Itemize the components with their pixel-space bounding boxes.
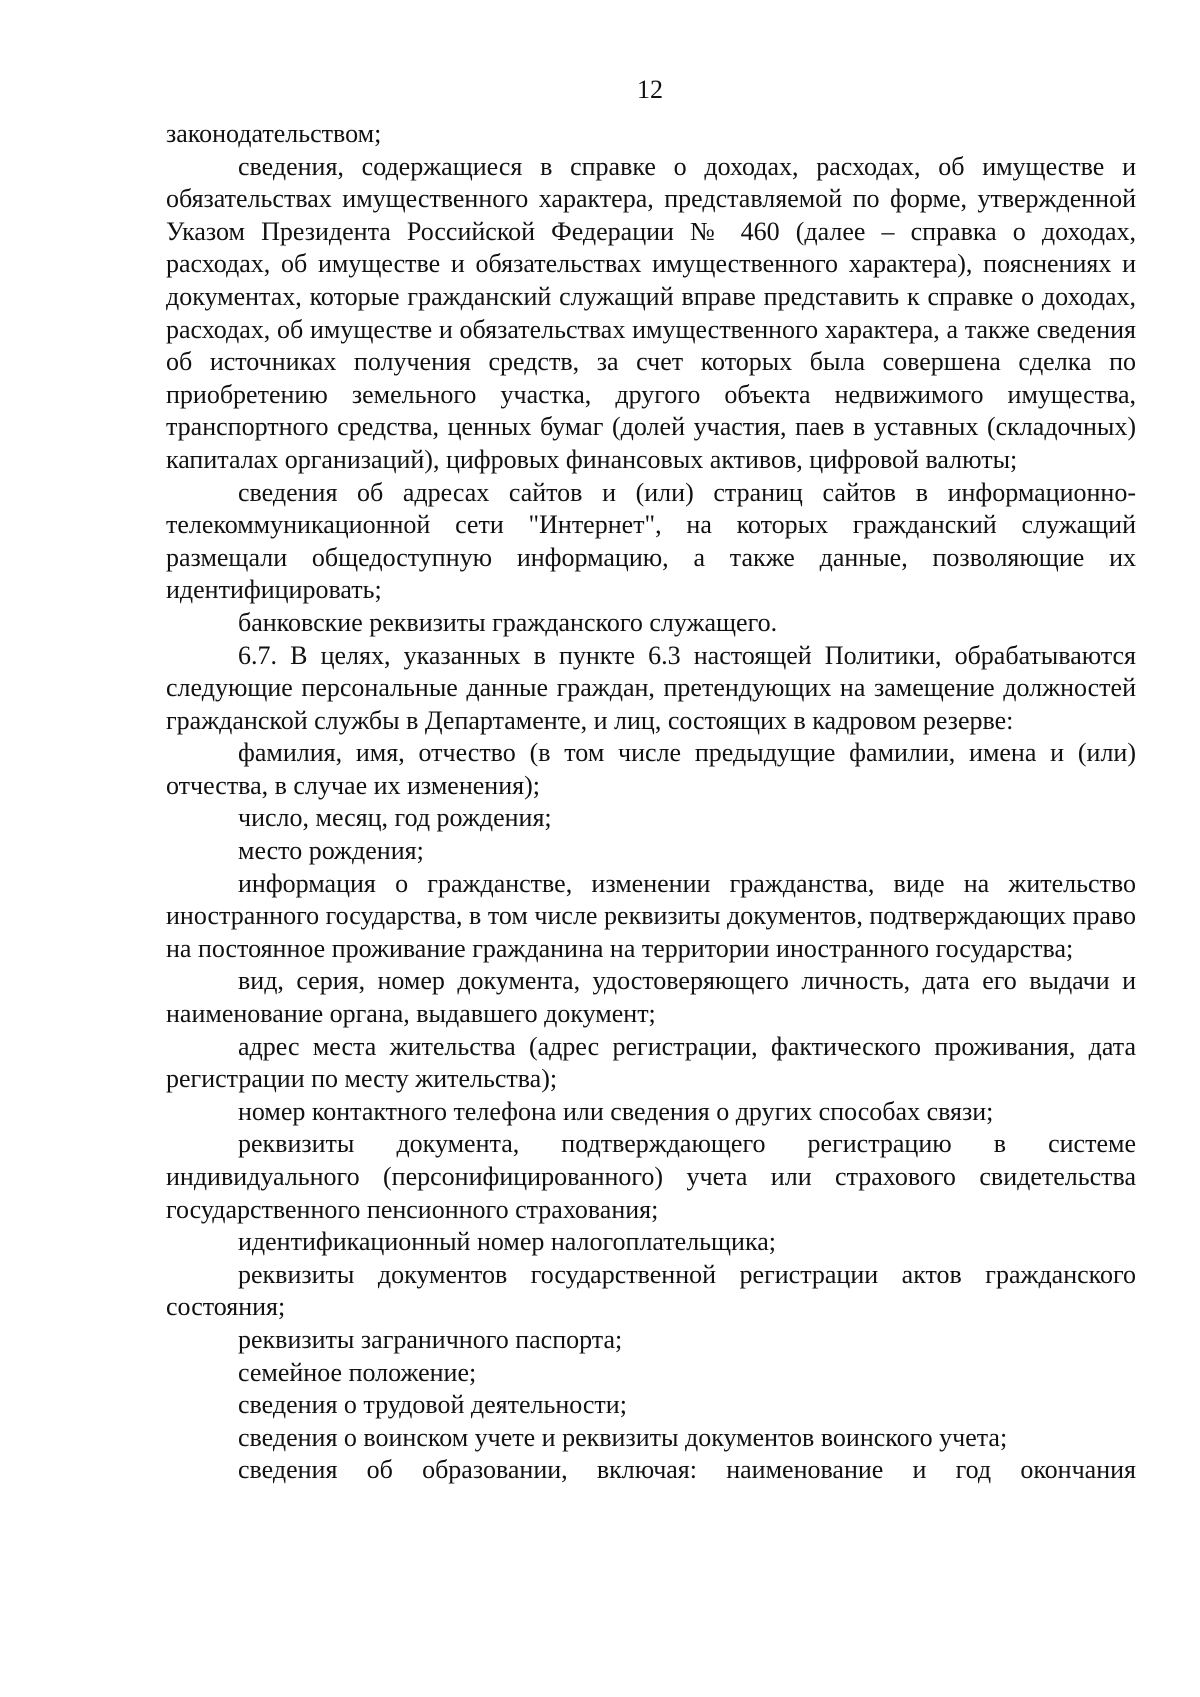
paragraph: семейное положение; xyxy=(238,1357,477,1387)
paragraph: сведения о трудовой деятельности; xyxy=(238,1390,627,1420)
paragraph: сведения о воинском учете и реквизиты документов воинского учета; xyxy=(238,1422,1008,1452)
paragraph: номер контактного телефона или сведения о других способах связи; xyxy=(238,1096,994,1126)
paragraph: банковские реквизиты гражданского служащего. xyxy=(238,607,778,637)
paragraph: фамилия, имя, отчество (в том числе предыдущие фамилии, имена и (или) отчества, в случае их изменения); xyxy=(166,738,1136,800)
body-text xyxy=(166,118,1136,1487)
paragraph: информация о гражданстве, изменении гражданства, виде на жительство иностранного государства, в том числе реквизиты документов, подтверждающих право на постоянное проживание гражданина на территории иностранного государства; xyxy=(166,868,1136,963)
paragraph: реквизиты документов государственной регистрации актов гражданского состояния; xyxy=(166,1259,1136,1322)
paragraph: идентификационный номер налогоплательщика; xyxy=(238,1227,776,1257)
paragraph: вид, серия, номер документа, удостоверяющего личность, дата его выдачи и наименование органа, выдавшего документ; xyxy=(166,966,1136,1029)
page-number: 12 xyxy=(637,75,663,104)
paragraph: сведения, содержащиеся в справке о доходах, расходах, об имуществе и обязательствах имущественного характера, представляемой по форме, утвержденной Указом Президента Российской Федерации № 460 (далее – справка о доходах, расходах, об имуществе и обязательствах имущественного характера), пояснениях и документах, которые гражданский служащий вправе представить к справке о доходах, расходах, об имуществе и обязательствах имущественного характера, а также сведения об источниках получения средств, за счет которых была совершена сделка по приобретению земельного участка, другого объекта недвижимого имущества, транспортного средства, ценных бумаг (долей участия, паев в уставных (складочных) капиталах организаций), цифровых финансовых активов, цифровой валюты; xyxy=(166,151,1136,474)
paragraph: число, месяц, год рождения; xyxy=(238,803,552,833)
paragraph: адрес места жительства (адрес регистрации, фактического проживания, дата регистрации по месту жительства); xyxy=(166,1031,1136,1094)
paragraph: законодательством; xyxy=(166,119,382,148)
paragraph: место рождения; xyxy=(238,836,424,866)
paragraph: сведения об образовании, включая: наименование и год окончания xyxy=(238,1455,1136,1485)
paragraph: реквизиты заграничного паспорта; xyxy=(238,1324,623,1354)
paragraph: 6.7. В целях, указанных в пункте 6.3 настоящей Политики, обрабатываются следующие персональные данные граждан, претендующих на замещение должностей гражданской службы в Департаменте, и лиц, состоящих в кадровом резерве: xyxy=(166,640,1136,735)
paragraph: реквизиты документа, подтверждающего регистрацию в системе индивидуального (персонифицированного) учета или страхового свидетельства государственного пенсионного страхования; xyxy=(166,1129,1136,1224)
paragraph: сведения об адресах сайтов и (или) страниц сайтов в информационно-телекоммуникационной сети "Интернет", на которых гражданский служащий размещали общедоступную информацию, а также данные, позволяющие их идентифицировать; xyxy=(166,477,1136,605)
